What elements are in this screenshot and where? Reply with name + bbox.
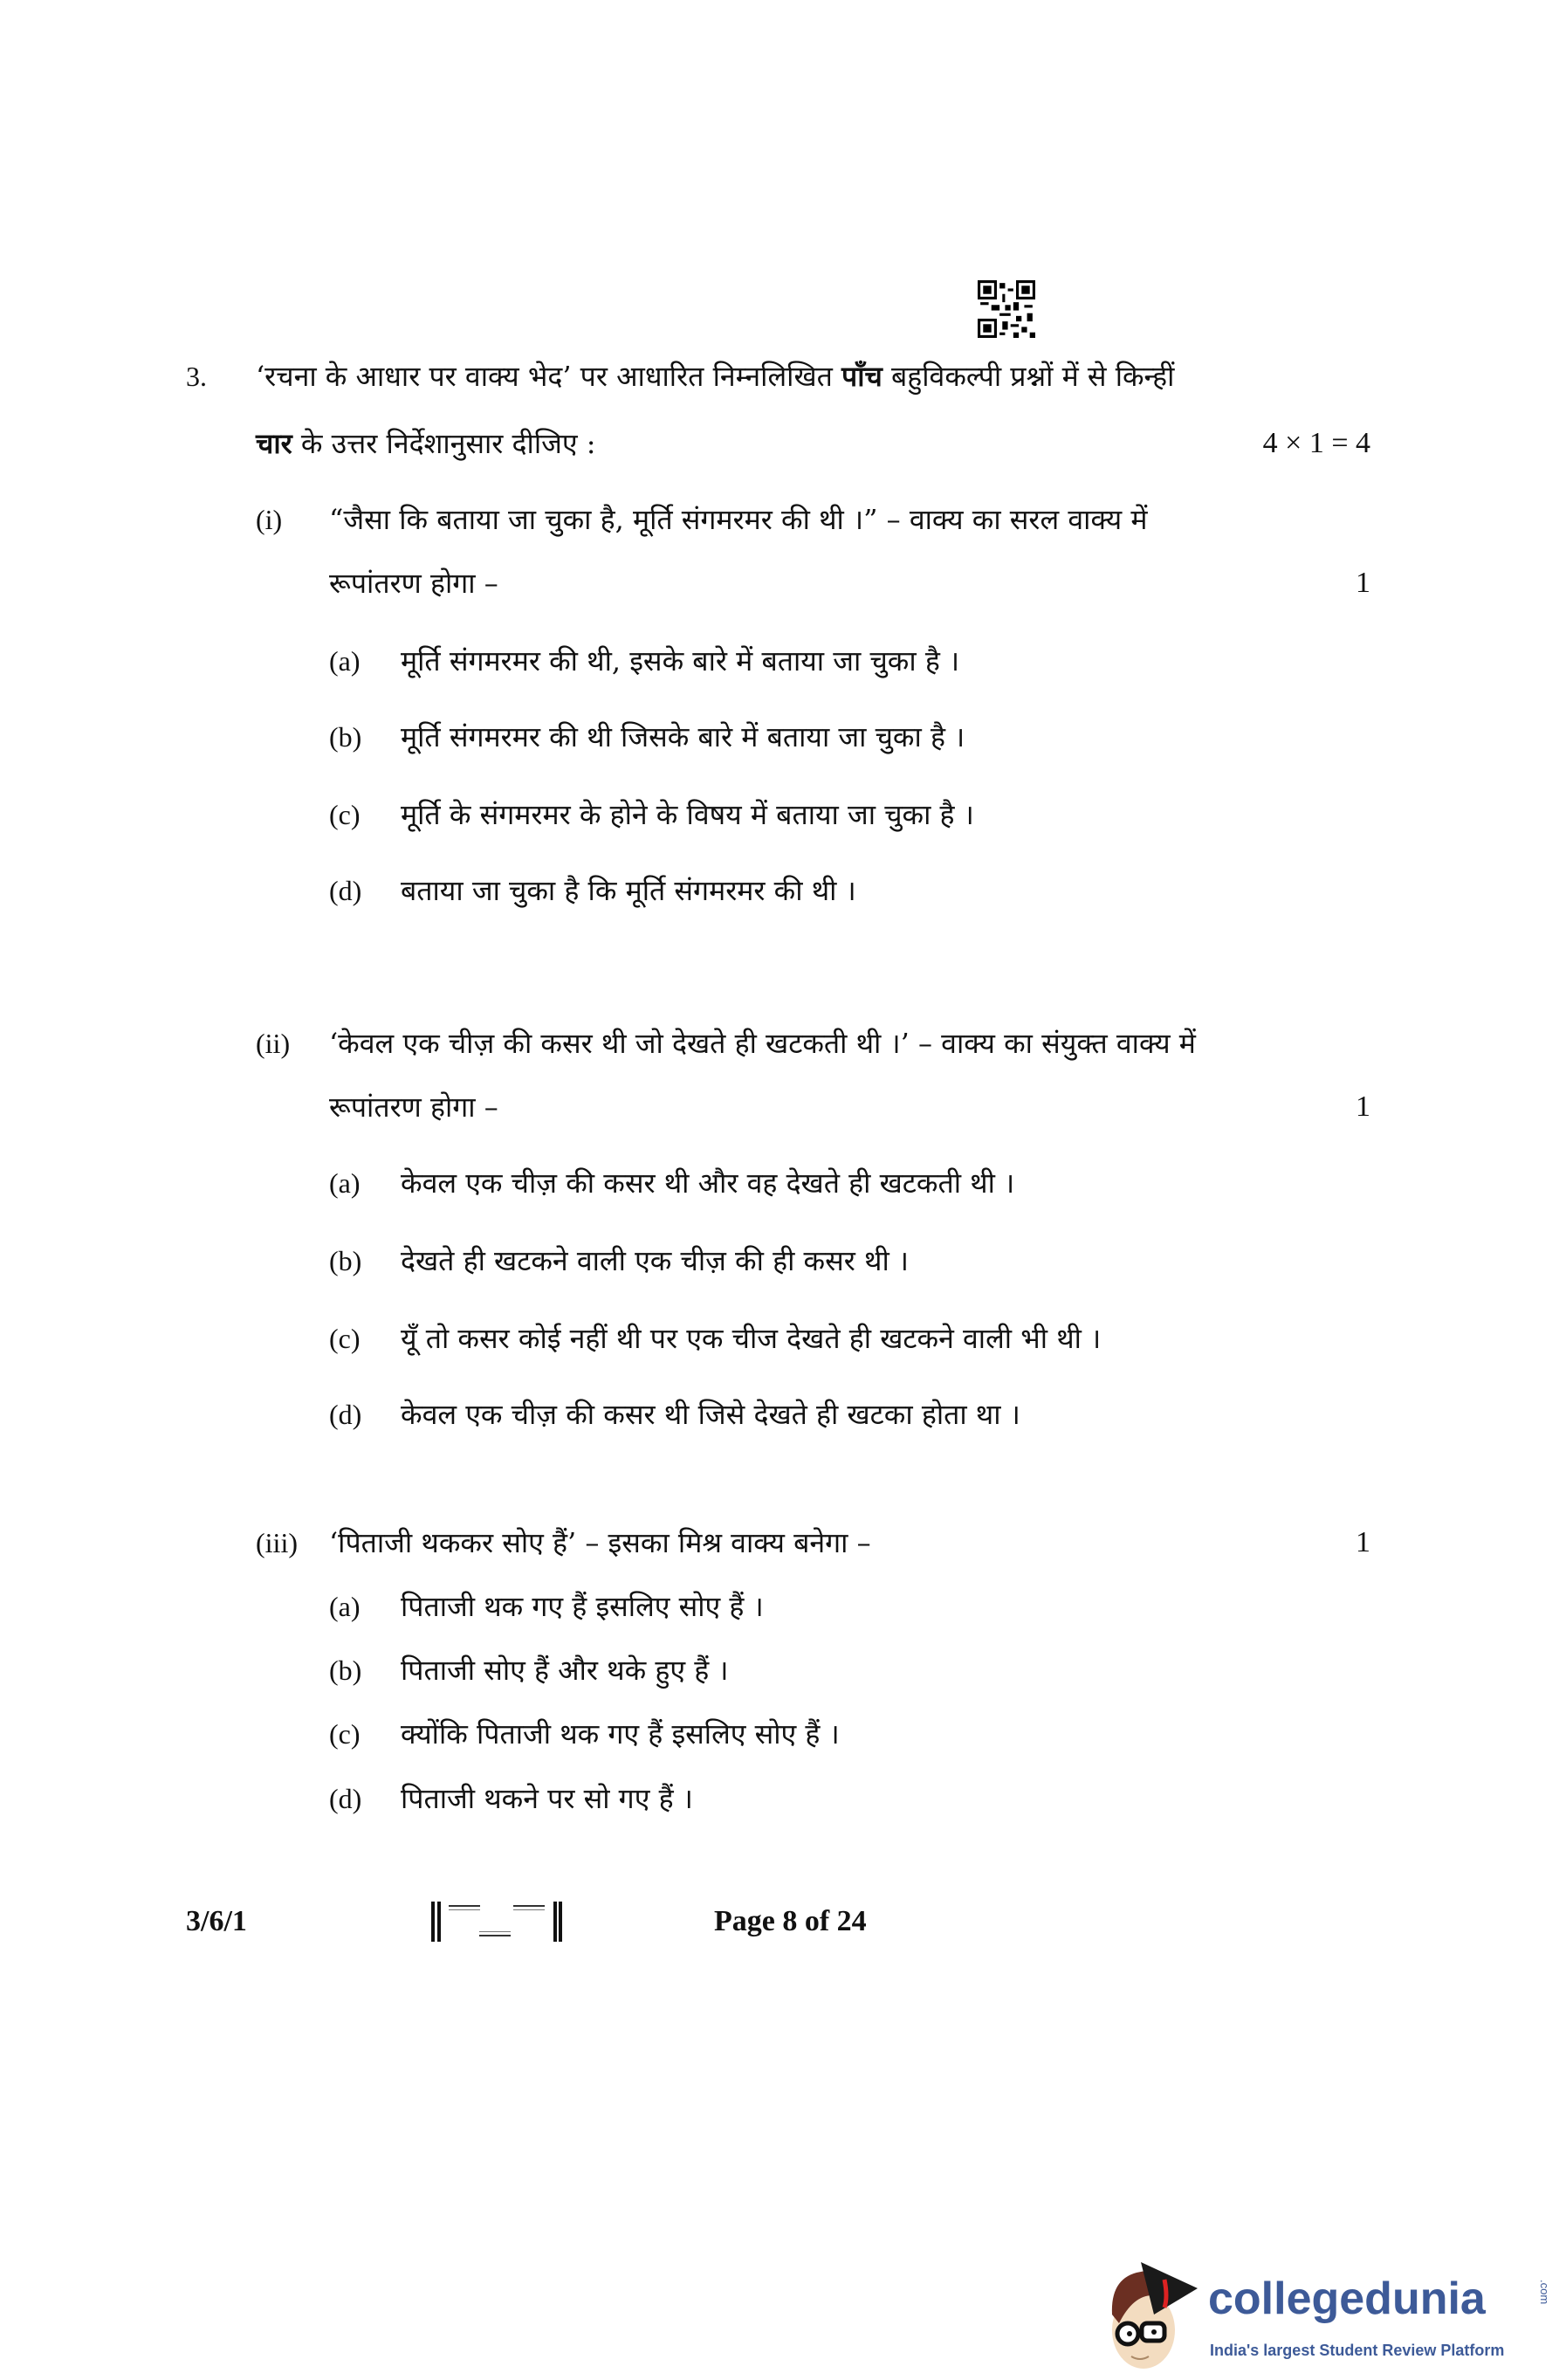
option-text: क्योंकि पिताजी थक गए हैं इसलिए सोए हैं । [401, 1717, 840, 1751]
barcode-icon [431, 1902, 562, 1942]
option-label: (b) [329, 1245, 362, 1276]
option-text: पिताजी थक गए हैं इसलिए सोए हैं । [401, 1590, 764, 1623]
question-intro-line2 [256, 426, 596, 461]
option-text: पिताजी थकने पर सो गए हैं । [401, 1782, 693, 1815]
subquestion-label: (ii) [256, 1028, 291, 1059]
option-label: (c) [329, 1323, 361, 1354]
question-marks: 4 × 1 = 4 [1262, 427, 1370, 459]
option-label: (d) [329, 1399, 362, 1430]
question-number: 3. [186, 361, 207, 392]
qr-code [978, 280, 1035, 338]
option-text: बताया जा चुका है कि मूर्ति संगमरमर की थी । [401, 874, 856, 907]
option-label: (b) [329, 721, 362, 753]
brand-domain: .com [1538, 2280, 1551, 2305]
option-text: केवल एक चीज़ की कसर थी जिसे देखते ही खटका होता था । [401, 1398, 1020, 1431]
subquestion-label: (i) [256, 504, 283, 535]
subquestion-marks: 1 [1356, 567, 1370, 599]
paper-code: 3/6/1 [186, 1905, 247, 1937]
option-label: (d) [329, 1783, 362, 1814]
subquestion-marks: 1 [1356, 1526, 1370, 1558]
option-text: मूर्ति संगमरमर की थी, इसके बारे में बताया जा चुका है । [401, 644, 960, 678]
subquestion-marks: 1 [1356, 1090, 1370, 1123]
option-text: पिताजी सोए हैं और थके हुए हैं । [401, 1654, 729, 1687]
option-text: मूर्ति संगमरमर की थी जिसके बारे में बताया जा चुका है । [401, 720, 965, 753]
subquestion-text: रूपांतरण होगा – [329, 567, 498, 600]
subquestion-text: “जैसा कि बताया जा चुका है, मूर्ति संगमरमर की थी ।” – वाक्य का सरल वाक्य में [329, 503, 1148, 536]
intro-bold-five: पाँच [841, 360, 883, 393]
option-label: (d) [329, 875, 362, 906]
brand-tagline: India's largest Student Review Platform [1210, 2342, 1505, 2359]
intro-bold-four: चार [256, 427, 292, 460]
intro-text: ‘रचना के आधार पर वाक्य भेद’ पर आधारित निम्नलिखित [256, 360, 842, 393]
option-text: मूर्ति के संगमरमर के होने के विषय में बताया जा चुका है । [401, 798, 974, 831]
option-label: (b) [329, 1654, 362, 1686]
option-text: केवल एक चीज़ की कसर थी और वह देखते ही खटकती थी । [401, 1166, 1015, 1200]
collegedunia-logo [1102, 2253, 1556, 2376]
subquestion-label: (iii) [256, 1527, 298, 1558]
brand-name: collegedunia [1208, 2273, 1486, 2324]
option-label: (a) [329, 645, 361, 677]
option-label: (a) [329, 1591, 361, 1622]
page-number: Page 8 of 24 [714, 1905, 867, 1937]
option-label: (a) [329, 1167, 361, 1199]
mascot-icon [1102, 2253, 1206, 2376]
option-label: (c) [329, 799, 361, 830]
intro-text: बहुविकल्पी प्रश्नों में से किन्हीं [882, 360, 1175, 393]
subquestion-text: ‘पिताजी थककर सोए हैं’ – इसका मिश्र वाक्य बनेगा – [329, 1526, 871, 1559]
option-text: देखते ही खटकने वाली एक चीज़ की ही कसर थी । [401, 1244, 910, 1277]
intro-text: के उत्तर निर्देशानुसार दीजिए : [292, 427, 596, 460]
subquestion-text: रूपांतरण होगा – [329, 1090, 498, 1124]
option-text: यूँ तो कसर कोई नहीं थी पर एक चीज देखते ही खटकने वाली भी थी । [401, 1322, 1102, 1355]
subquestion-text: ‘केवल एक चीज़ की कसर थी जो देखते ही खटकती थी ।’ – वाक्य का संयुक्त वाक्य में [329, 1027, 1196, 1060]
option-label: (c) [329, 1718, 361, 1750]
question-intro-line1 [256, 359, 1174, 394]
